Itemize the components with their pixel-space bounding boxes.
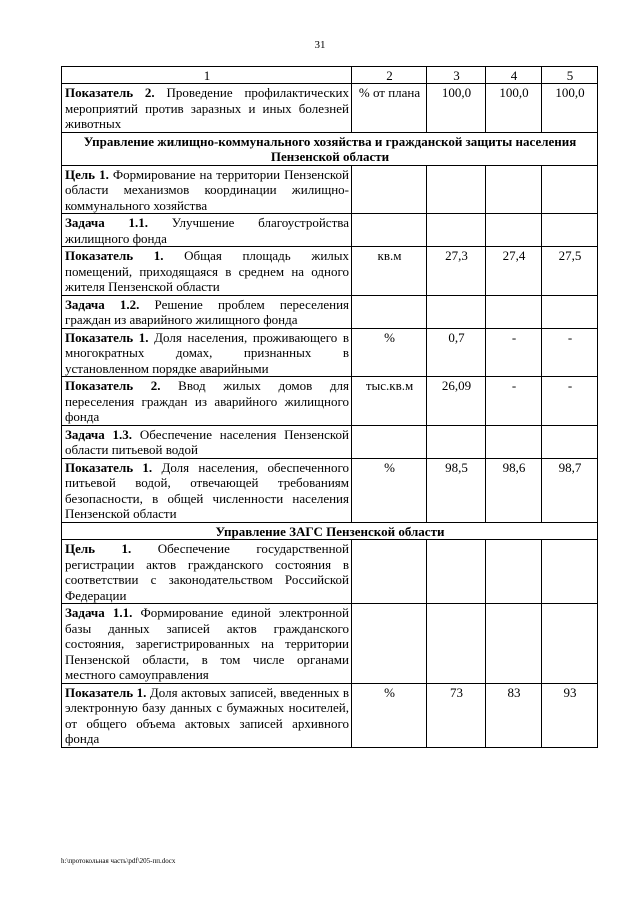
value-col-3	[427, 214, 486, 247]
indicator-description	[62, 425, 352, 458]
section-heading: Управление ЗАГС Пензенской области	[62, 522, 598, 540]
unit-cell: %	[352, 458, 427, 522]
item-label: Показатель 1.	[65, 248, 164, 263]
value-col-5: 93	[542, 683, 598, 747]
value-col-3: 0,7	[427, 328, 486, 377]
value-col-4: 83	[486, 683, 542, 747]
unit-cell	[352, 540, 427, 604]
indicator-description	[62, 540, 352, 604]
item-text: Обеспечение государственной регистрации актов гражданского состояния в соответствии с законодательством Российской Федерации	[65, 541, 349, 603]
table-row	[62, 522, 598, 540]
section-heading: Управление жилищно-коммунального хозяйства и гражданской защиты населения Пензенской области	[62, 132, 598, 165]
table-row	[62, 425, 598, 458]
value-col-5	[542, 540, 598, 604]
value-col-4	[486, 165, 542, 214]
value-col-3: 100,0	[427, 84, 486, 133]
column-number: 4	[486, 67, 542, 84]
column-number: 2	[352, 67, 427, 84]
unit-cell	[352, 425, 427, 458]
indicator-description	[62, 377, 352, 426]
value-col-3: 98,5	[427, 458, 486, 522]
item-label: Показатель 1.	[65, 329, 149, 345]
unit-cell: % от плана	[352, 84, 427, 133]
item-text: Обеспечение населения Пензенской области питьевой водой	[65, 426, 350, 457]
item-label: Задача 1.1.	[65, 215, 148, 230]
table-row	[62, 458, 598, 522]
item-label: Показатель 1.	[65, 459, 153, 475]
item-text: Формирование на территории Пензенской области механизмов координации жилищно-коммунального хозяйства	[65, 166, 349, 213]
item-label: Показатель 2.	[65, 85, 155, 100]
value-col-5	[542, 165, 598, 214]
value-col-4	[486, 295, 542, 328]
item-text: Проведение профилактических мероприятий против заразных и иных болезней животных	[65, 85, 350, 131]
table-row	[62, 132, 598, 165]
item-text: Решение проблем переселения граждан из аварийного жилищного фонда	[65, 296, 349, 327]
unit-cell	[352, 295, 427, 328]
value-col-5: 98,7	[542, 458, 598, 522]
value-col-3: 26,09	[427, 377, 486, 426]
column-number-row	[62, 67, 598, 84]
table-row	[62, 328, 598, 377]
file-path-footer: h:\протокольная часть\pdf\205-пп.docx	[61, 857, 176, 865]
item-text: Доля актовых записей, введенных в электронную базу данных с бумажных носителей, от общего объема актовых записей архивного фонда	[65, 684, 349, 746]
item-label: Цель 1.	[65, 166, 109, 182]
value-col-3	[427, 165, 486, 214]
value-col-5: -	[542, 328, 598, 377]
value-col-4: 100,0	[486, 84, 542, 133]
indicator-description	[62, 165, 352, 214]
table-row	[62, 604, 598, 684]
value-col-5: 27,5	[542, 247, 598, 296]
item-text: Улучшение благоустройства жилищного фонда	[65, 215, 349, 246]
table-row	[62, 165, 598, 214]
item-label: Задача 1.1.	[65, 605, 133, 620]
value-col-4: -	[486, 328, 542, 377]
table-row	[62, 247, 598, 296]
value-col-4: -	[486, 377, 542, 426]
table-row	[62, 84, 598, 133]
table-row	[62, 214, 598, 247]
value-col-4: 98,6	[486, 458, 542, 522]
value-col-3: 27,3	[427, 247, 486, 296]
unit-cell: %	[352, 683, 427, 747]
value-col-5	[542, 295, 598, 328]
indicator-description	[62, 683, 352, 747]
value-col-4	[486, 425, 542, 458]
column-number: 5	[542, 67, 598, 84]
item-text: Ввод жилых домов для переселения граждан из аварийного жилищного фонда	[65, 378, 350, 424]
indicators-table	[61, 66, 598, 748]
unit-cell	[352, 604, 427, 684]
item-label: Цель 1.	[65, 541, 132, 556]
value-col-4: 27,4	[486, 247, 542, 296]
indicator-description	[62, 247, 352, 296]
item-label: Задача 1.2.	[65, 296, 140, 312]
value-col-3	[427, 295, 486, 328]
item-text: Общая площадь жилых помещений, приходящаяся в среднем на одного жителя Пензенской области	[65, 248, 349, 294]
value-col-5	[542, 425, 598, 458]
value-col-3	[427, 425, 486, 458]
column-number: 3	[427, 67, 486, 84]
value-col-3: 73	[427, 683, 486, 747]
indicator-description	[62, 295, 352, 328]
table-row	[62, 683, 598, 747]
item-label: Показатель 2.	[65, 378, 161, 393]
item-text: Формирование единой электронной базы данных записей актов гражданского состояния, зарегистрированных на территории Пензенской области, в том числе органами местного самоуправления	[65, 605, 350, 682]
item-label: Задача 1.3.	[65, 426, 133, 442]
indicator-description	[62, 604, 352, 684]
indicator-description	[62, 458, 352, 522]
value-col-4	[486, 540, 542, 604]
unit-cell	[352, 214, 427, 247]
value-col-3	[427, 604, 486, 684]
value-col-4	[486, 214, 542, 247]
item-text: Доля населения, обеспеченного питьевой водой, отвечающей требованиям безопасности, в общей численности населения Пензенской области	[65, 459, 349, 521]
table-row	[62, 295, 598, 328]
value-col-5: 100,0	[542, 84, 598, 133]
value-col-4	[486, 604, 542, 684]
column-number: 1	[62, 67, 352, 84]
value-col-5: -	[542, 377, 598, 426]
page-number: 31	[314, 39, 326, 51]
value-col-5	[542, 214, 598, 247]
table-row	[62, 540, 598, 604]
indicator-description	[62, 214, 352, 247]
indicator-description	[62, 328, 352, 377]
value-col-3	[427, 540, 486, 604]
table-row	[62, 377, 598, 426]
unit-cell: кв.м	[352, 247, 427, 296]
indicator-description	[62, 84, 352, 133]
item-label: Показатель 1.	[65, 684, 147, 700]
value-col-5	[542, 604, 598, 684]
unit-cell: %	[352, 328, 427, 377]
unit-cell	[352, 165, 427, 214]
item-text: Доля населения, проживающего в многократных домах, признанных в установленном порядке аварийными	[65, 329, 350, 376]
unit-cell: тыс.кв.м	[352, 377, 427, 426]
